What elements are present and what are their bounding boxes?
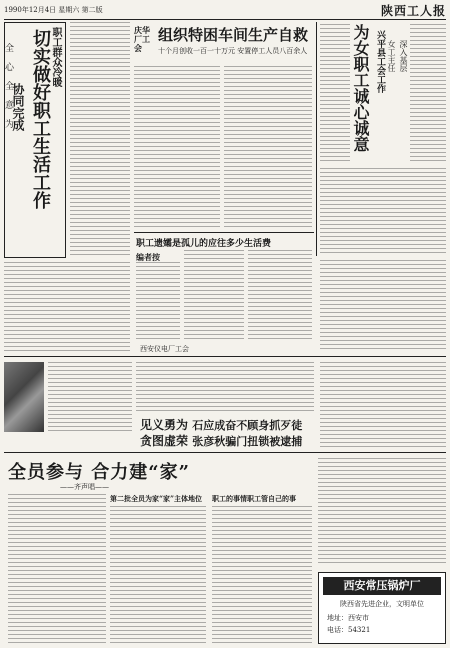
middle-rule — [134, 232, 314, 233]
left-mid-body-text — [4, 262, 130, 352]
middle-body-text-1 — [184, 250, 244, 342]
middle-headline: 职工遗孀是孤儿的应往多少生活费 — [136, 239, 272, 249]
right-body-text-2 — [410, 24, 446, 164]
right-headline-d: 深入基层 — [399, 40, 408, 72]
header-rule — [4, 19, 446, 20]
left-feature — [4, 22, 66, 258]
bottom-headline: 全员参与 合力建“家” — [8, 462, 190, 483]
center-kicker: 庆华厂工会 — [134, 25, 150, 53]
center-subhead: 十个月创收一百一十万元 安置停工人员八百余人 — [158, 47, 308, 55]
bottom-rule — [4, 452, 446, 453]
right-mid-body-text — [320, 260, 446, 350]
lower-center-body-text — [136, 362, 314, 412]
center-body-text-1 — [134, 66, 220, 228]
bottom-body-text-2 — [110, 506, 206, 644]
center-body-text-2 — [224, 66, 312, 228]
right-column-rule — [316, 22, 317, 256]
bottom-right-body-text — [318, 458, 446, 566]
portrait-photo — [4, 362, 44, 432]
middle-body-text-2 — [248, 250, 312, 342]
bottom-body-text-1 — [8, 494, 106, 644]
left-body-text — [70, 22, 130, 258]
left-headline-1: 职工群众冷暖 — [50, 27, 61, 87]
advertisement — [318, 572, 446, 644]
left-headline-4: 全 心 全 意 为 — [3, 43, 13, 128]
bottom-byline: ——齐声唱—— — [60, 483, 109, 491]
ad-address: 地址：西安市 — [327, 614, 369, 622]
center-headline: 组织特困车间生产自救 — [158, 26, 309, 44]
bottom-body-text-3 — [212, 506, 312, 644]
masthead: 陕西工人报 — [380, 3, 446, 18]
bottom-section-1: 第二批全员为家“家”主体地位 — [110, 494, 203, 503]
lower-headline-1: 见义勇为 石应成奋不顾身抓歹徒 — [140, 418, 303, 432]
right-headline-b: 兴平县工会工作 — [375, 30, 385, 93]
ad-brand: 西安常压锅炉厂 — [323, 577, 441, 595]
lower-rule — [4, 356, 446, 357]
lower-left-body-text — [48, 362, 132, 432]
issue-date: 1990年12月4日 星期六 第二版 — [4, 6, 103, 14]
lower-headline-2: 贪图虚荣 张彦秋骗门扭锁被逮捕 — [140, 434, 303, 448]
lower-right-body-text — [320, 362, 446, 448]
ad-phone: 电话：54321 — [327, 626, 371, 634]
center-top-headline-block — [134, 24, 314, 64]
right-body-text-1 — [320, 24, 350, 164]
right-headline-a: 为女职工诚心诚意 — [351, 24, 370, 152]
ad-slogan: 陕西省先进企业，文明单位 — [340, 600, 424, 608]
right-body-text-3 — [320, 168, 446, 256]
left-headline-2: 切实做好职工生活工作 — [30, 29, 51, 209]
editor-note-title: 编者按 — [136, 252, 160, 262]
middle-subhead: 西安仪电厂工会 — [140, 345, 189, 353]
editor-note-text — [136, 262, 180, 342]
page-header — [4, 2, 446, 18]
right-headline-c: 女工主任 — [387, 40, 396, 72]
bottom-section-2: 职工的事情职工管自己的事 — [212, 494, 296, 503]
left-headline-3: 协同完成 — [11, 83, 25, 131]
